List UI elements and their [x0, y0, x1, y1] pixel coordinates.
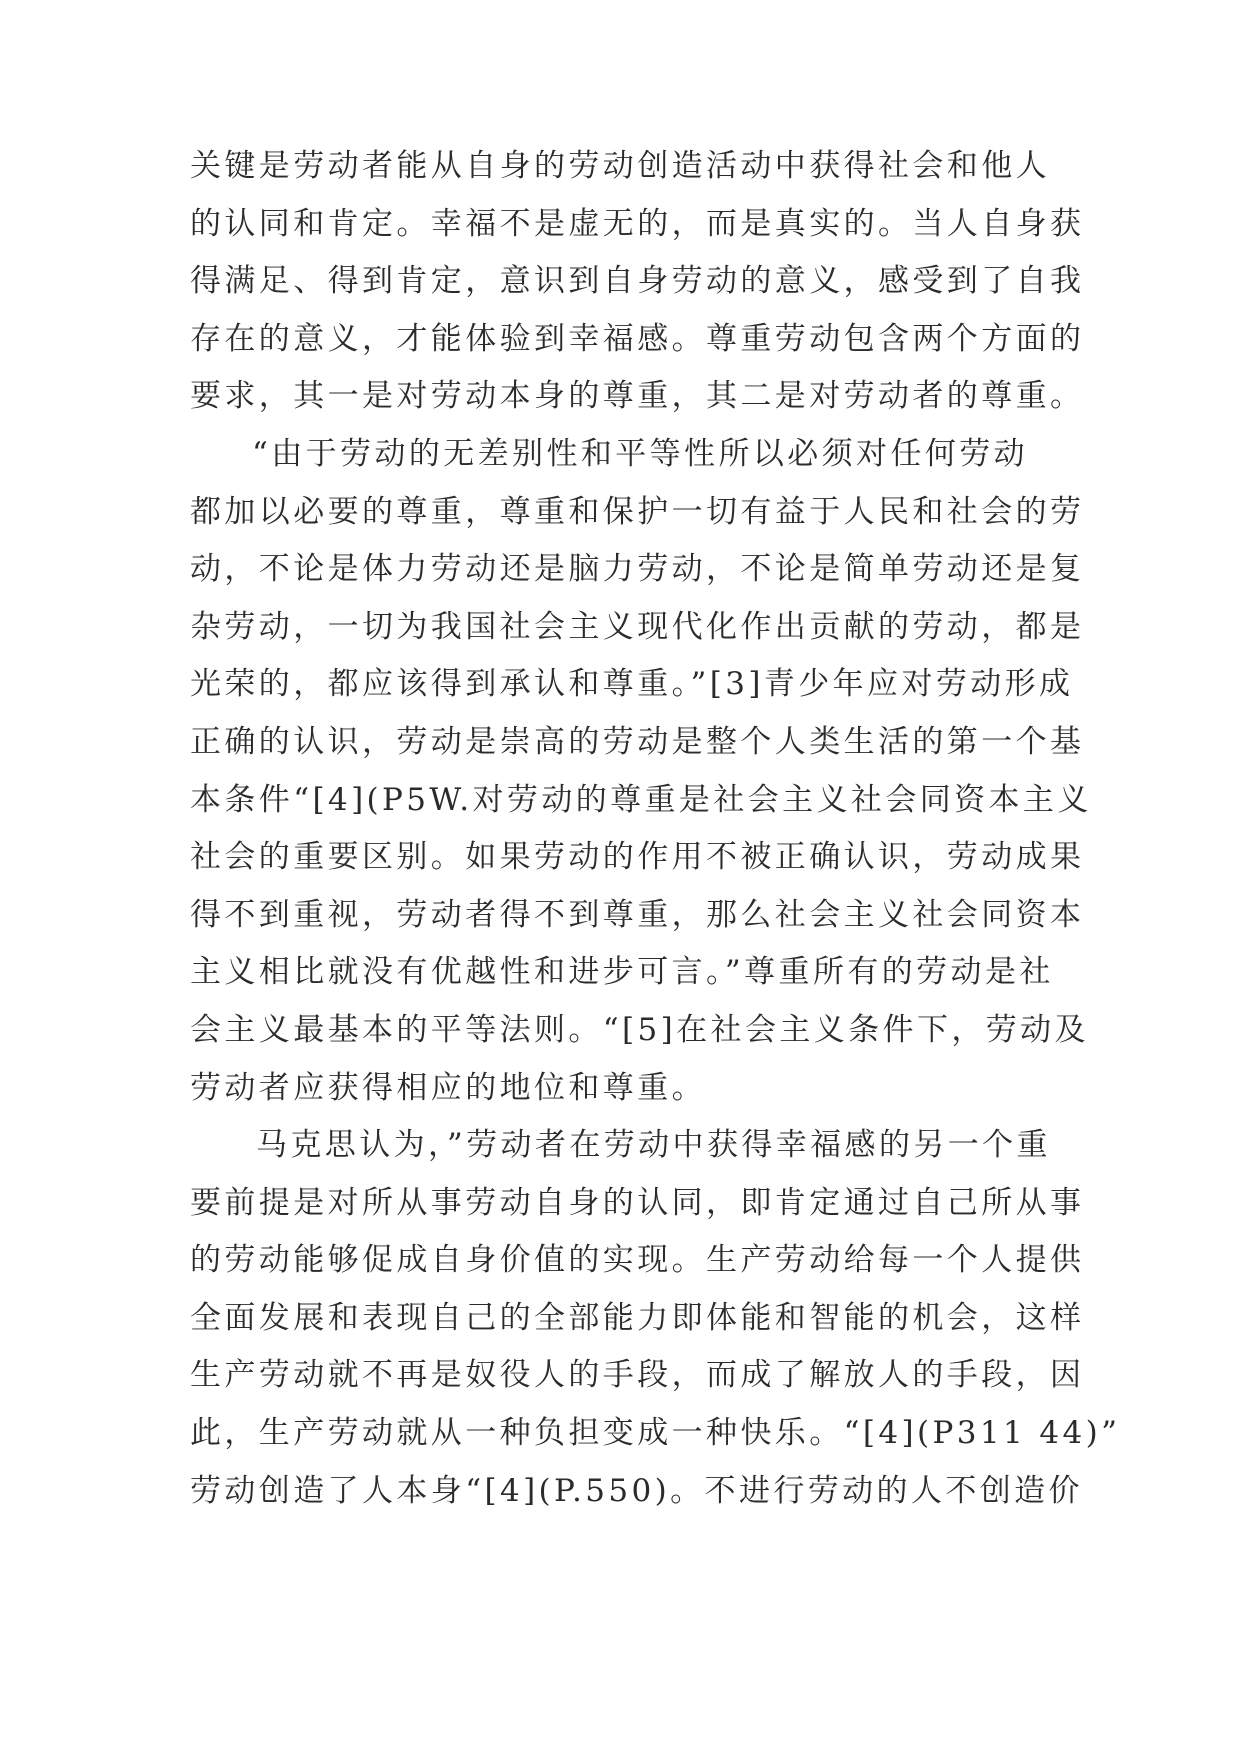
text-line: 此，生产劳动就从一种负担变成一种快乐。“[4](P311 44)”	[190, 1415, 1121, 1452]
text-line: 关键是劳动者能从自身的劳动创造活动中获得社会和他人	[190, 148, 1050, 184]
text-line: 要求，其一是对劳动本身的尊重，其二是对劳动者的尊重。	[190, 378, 1085, 415]
text-line: 要前提是对所从事劳动自身的认同，即肯定通过自己所从事	[190, 1184, 1085, 1221]
text-line: 动，不论是体力劳动还是脑力劳动，不论是简单劳动还是复	[190, 551, 1085, 588]
text-line: 本条件“[4](P5W.对劳动的尊重是社会主义社会同资本主义	[190, 781, 1092, 818]
text-line: 生产劳动就不再是奴役人的手段，而成了解放人的手段，因	[190, 1357, 1085, 1394]
text-line: 社会的重要区别。如果劳动的作用不被正确认识，劳动成果	[190, 839, 1085, 876]
text-line: 正确的认识，劳动是崇高的劳动是整个人类生活的第一个基	[190, 723, 1085, 760]
text-line: 存在的意义，才能体验到幸福感。尊重劳动包含两个方面的	[190, 320, 1085, 357]
text-line: 全面发展和表现自己的全部能力即体能和智能的机会，这样	[190, 1299, 1085, 1336]
paragraph-3	[190, 1117, 1121, 1520]
paragraph-1	[190, 138, 1085, 426]
text-line: 的劳动能够促成自身价值的实现。生产劳动给每一个人提供	[190, 1242, 1085, 1279]
text-line: 主义相比就没有优越性和进步可言。”尊重所有的劳动是社	[190, 954, 1054, 991]
text-line: 都加以必要的尊重，尊重和保护一切有益于人民和社会的劳	[190, 493, 1085, 530]
body-text	[190, 138, 1121, 1520]
paragraph-2	[190, 426, 1092, 1117]
text-line: 劳动创造了人本身“[4](P.550)。不进行劳动的人不创造价	[190, 1472, 1083, 1509]
text-line: 马克思认为，”劳动者在劳动中获得幸福感的另一个重	[256, 1127, 1051, 1164]
text-line: “由于劳动的无差别性和平等性所以必须对任何劳动	[252, 435, 1029, 472]
text-line: 杂劳动，一切为我国社会主义现代化作出贡献的劳动，都是	[190, 608, 1085, 645]
text-line: 得不到重视，劳动者得不到尊重，那么社会主义社会同资本	[190, 896, 1085, 933]
text-line: 劳动者应获得相应的地位和尊重。	[190, 1069, 706, 1106]
text-line: 会主义最基本的平等法则。“[5]在社会主义条件下，劳动及	[190, 1011, 1089, 1048]
text-line: 得满足、得到肯定，意识到自身劳动的意义，感受到了自我	[190, 263, 1085, 300]
text-line: 的认同和肯定。幸福不是虚无的，而是真实的。当人自身获	[190, 205, 1085, 242]
text-line: 光荣的，都应该得到承认和尊重。”[3]青少年应对劳动形成	[190, 666, 1074, 703]
